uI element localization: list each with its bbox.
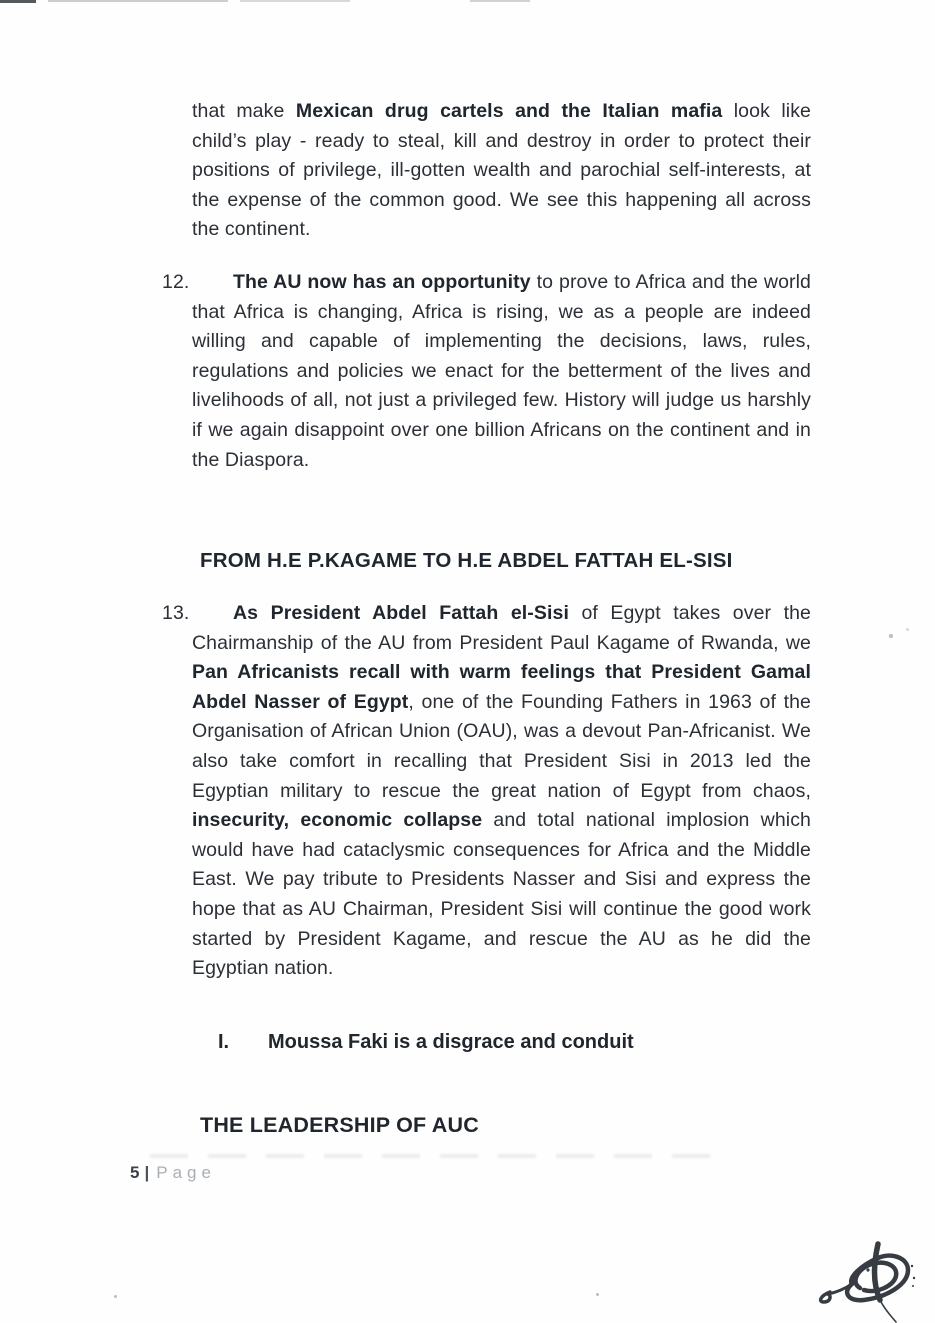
text-run-bold: insecurity, economic collapse <box>192 809 483 832</box>
page-footer <box>130 1163 216 1183</box>
section-heading: FROM H.E P.KAGAME TO H.E ABDEL FATTAH EL-SISI <box>200 549 733 572</box>
list-item-12 <box>162 268 811 475</box>
text-run: that make <box>192 100 296 122</box>
text-run: , one of the Founding Fathers in 1963 of the Organisation of African Union (OAU), was a devout Pan-Africanist. We also take comfort in recalling that President Sisi in 2013 led the Egyptian military to rescue the great nation of Egypt from chaos, <box>192 690 811 802</box>
text-run: to prove to Africa and the world that Africa is changing, Africa is rising, we as a people are indeed willing and capable of implementing the decisions, laws, rules, regulations and policies we enact for the betterment of the lives and livelihoods of all, not just a privileged few. History will judge us harshly if we again disappoint over one billion Africans on the continent and in the Diaspora. <box>192 271 811 471</box>
text-run: and total national implosion which would have had cataclysmic consequences for Africa and the Middle East. We pay tribute to Presidents Nasser and Sisi and express the hope that as AU Chairman, President Sisi will continue the good work started by President Kagame, and rescue the AU as he did the Egyptian nation. <box>192 809 811 980</box>
text-run: of Egypt takes over the Chairmanship of the AU from President Paul Kagame of Rwanda, we <box>192 602 811 654</box>
text-run-bold: As President Abdel Fattah el-Sisi <box>233 602 569 624</box>
footer-separator: | <box>144 1163 150 1182</box>
page-number: 5 <box>130 1163 140 1182</box>
list-number: 12. <box>162 271 190 293</box>
list-item-13 <box>162 599 811 984</box>
text-run-bold: The AU now has an opportunity <box>233 271 531 293</box>
text-run-bold: Pan Africanists recall with warm feelings that President Gamal Abdel Nasser of Egypt <box>192 661 811 713</box>
footer-label: Page <box>156 1163 216 1182</box>
roman-list-item <box>218 1031 634 1054</box>
scan-artifact-smudge <box>150 1154 710 1158</box>
roman-item-text: Moussa Faki is a disgrace and conduit <box>268 1031 634 1053</box>
scan-artifact-top-line <box>0 0 36 3</box>
subsection-heading: THE LEADERSHIP OF AUC <box>200 1113 479 1137</box>
paragraph-continuation <box>192 97 811 245</box>
scan-speck <box>596 1293 599 1296</box>
list-number: 13. <box>162 602 190 624</box>
scan-artifact-top-line <box>48 0 228 2</box>
scan-speck <box>889 634 893 638</box>
scan-artifact-top-line <box>470 0 530 2</box>
scan-speck <box>906 628 909 631</box>
scan-speck <box>114 1295 117 1298</box>
text-run-bold: Mexican drug cartels and the Italian mafia <box>295 100 723 122</box>
signature-scribble-icon <box>808 1236 926 1323</box>
roman-number: I. <box>218 1031 230 1053</box>
text-run: look like child’s play - ready to steal, kill and destroy in order to protect their positions of privilege, ill-gotten wealth and parochial self-interests, at the expense of the common good. We see this happening all across the continent. <box>192 100 811 241</box>
scan-artifact-top-line <box>240 0 350 2</box>
